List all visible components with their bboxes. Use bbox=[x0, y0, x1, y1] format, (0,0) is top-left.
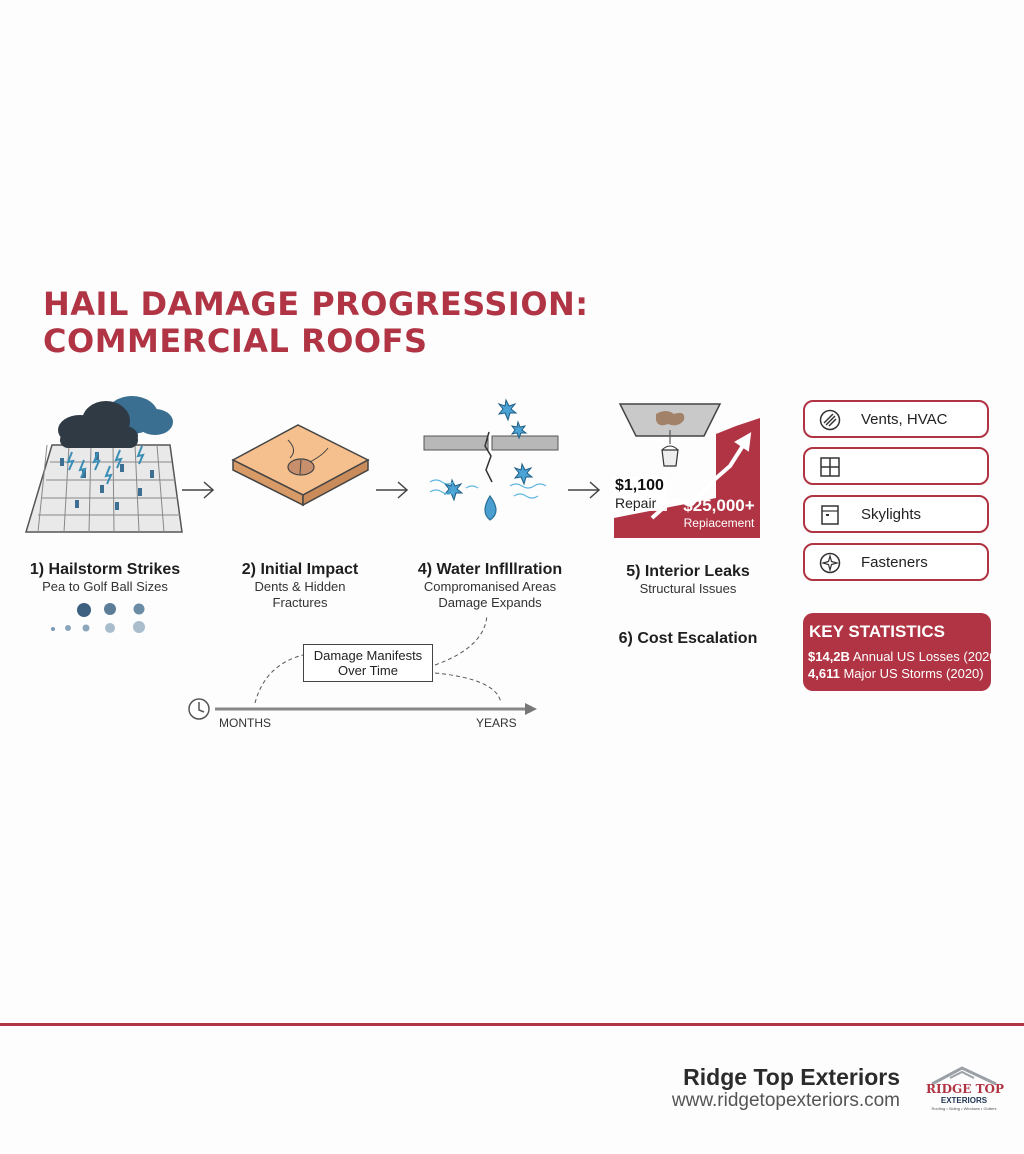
stat-storms-value: 4,611 bbox=[808, 666, 840, 681]
step-5-subtitle: Structural Issues bbox=[639, 581, 737, 596]
step-4 bbox=[400, 561, 580, 611]
step-1-subtitle: Pea to Golf Ball Sizes bbox=[42, 579, 168, 594]
company-name: Ridge Top Exteriors bbox=[683, 1064, 900, 1090]
vent-icon bbox=[819, 409, 841, 431]
window-grid-icon bbox=[819, 456, 841, 478]
checklist-item-skylights bbox=[803, 495, 989, 533]
company-url[interactable]: www.ridgetopexteriors.com bbox=[671, 1090, 900, 1111]
hailstorm-illustration bbox=[20, 390, 190, 540]
stat-losses bbox=[808, 649, 1001, 664]
step-5-title: 5) Interior Leaks bbox=[626, 563, 750, 580]
storm-cloud-icon bbox=[58, 396, 173, 448]
clock-icon bbox=[189, 699, 209, 719]
stat-losses-text: Annual US Losses (2020) bbox=[852, 649, 1001, 664]
step-5 bbox=[608, 563, 768, 597]
repair-cost bbox=[612, 477, 667, 511]
checklist-item-windows bbox=[803, 447, 989, 485]
skylight-icon bbox=[819, 504, 841, 526]
step-6 bbox=[608, 630, 768, 648]
arrow-right-icon bbox=[182, 480, 216, 500]
step-4-subtitle-2: Damage Expands bbox=[438, 595, 542, 610]
arrow-right-icon bbox=[376, 480, 410, 500]
damage-manifests-box bbox=[303, 644, 433, 682]
replacement-cost bbox=[676, 496, 762, 530]
replacement-label: Repiacement bbox=[683, 516, 755, 530]
stat-losses-value: $14,2B bbox=[808, 649, 850, 664]
key-statistics-heading: KEY STATISTICS bbox=[809, 622, 946, 641]
page-title bbox=[43, 286, 663, 360]
stat-storms-text: Major US Storms (2020) bbox=[843, 666, 984, 681]
title-line-1: HAIL DAMAGE PROGRESSION: bbox=[43, 285, 589, 323]
arrow-right-icon bbox=[568, 480, 602, 500]
checklist-label-skylights: Skylights bbox=[861, 506, 922, 523]
logo-line-2: EXTERIORS bbox=[940, 1096, 988, 1105]
step-4-subtitle-1: Compromanised Areas bbox=[423, 579, 557, 594]
water-drop-icon bbox=[485, 496, 496, 520]
bucket-icon bbox=[662, 450, 678, 466]
step-2-subtitle-2: Fractures bbox=[272, 595, 328, 610]
fastener-icon bbox=[819, 552, 841, 574]
step-2-title: 2) Initial Impact bbox=[241, 561, 359, 578]
repair-label: Repair bbox=[615, 495, 657, 511]
key-statistics-box bbox=[803, 613, 1001, 691]
checklist-label-vents: Vents, HVAC bbox=[861, 411, 948, 428]
repair-value: $1,100 bbox=[615, 477, 664, 494]
logo-line-1: RIDGE TOP bbox=[926, 1082, 1004, 1096]
hail-size-dots bbox=[48, 600, 158, 636]
logo-tagline: Roofing • Siding • Windows • Gutters bbox=[931, 1106, 997, 1111]
checklist-label-fasteners: Fasteners bbox=[861, 554, 928, 571]
company-logo bbox=[926, 1064, 1002, 1114]
step-6-title: 6) Cost Escalation bbox=[618, 630, 758, 647]
step-2-subtitle-1: Dents & Hidden bbox=[254, 579, 346, 594]
damage-manifests-line-1: Damage Manifests bbox=[313, 648, 423, 663]
step-1 bbox=[20, 561, 190, 595]
checklist-item-fasteners bbox=[803, 543, 989, 581]
dented-panel-illustration bbox=[228, 410, 378, 515]
damage-manifests-line-2: Over Time bbox=[338, 663, 398, 678]
timeline-end-label: YEARS bbox=[476, 716, 517, 730]
checklist-item-vents bbox=[803, 400, 989, 438]
step-4-title: 4) Water Inflllration bbox=[417, 561, 563, 578]
replacement-value: $25,000+ bbox=[683, 496, 755, 515]
water-infiltration-illustration bbox=[422, 396, 562, 531]
step-2 bbox=[220, 561, 380, 611]
title-line-2: COMMERCIAL ROOFS bbox=[43, 322, 428, 360]
footer-divider bbox=[0, 1023, 1024, 1026]
step-1-title: 1) Hailstorm Strikes bbox=[29, 561, 181, 578]
stat-storms bbox=[808, 666, 984, 681]
timeline-start-label: MONTHS bbox=[219, 716, 271, 730]
